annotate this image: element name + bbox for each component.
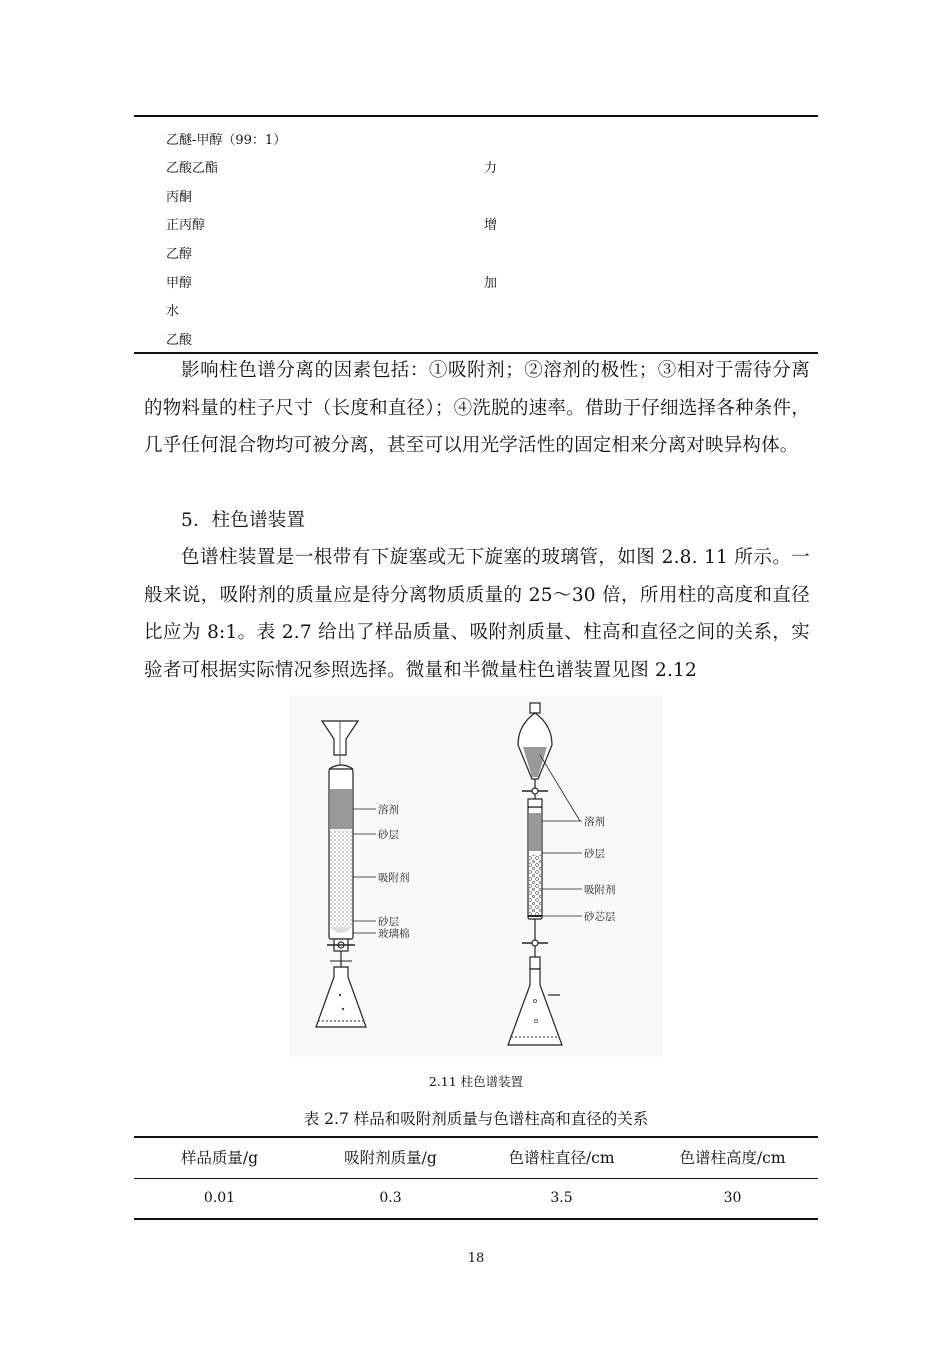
table-row xyxy=(134,243,818,263)
eluent-name: 水 xyxy=(166,304,180,319)
factors-paragraph: 影响柱色谱分离的因素包括：①吸附剂；②溶剂的极性；③相对于需待分离的物料量的柱子尺寸（长度和直径）；④洗脱的速率。借助于仔细选择各种条件，几乎任何混合物均可被分离，甚至可以用光学活性的固定相来分离对映异构体。 xyxy=(144,360,810,456)
table-title: 表 2.7 样品和吸附剂质量与色谱柱高和直径的关系 xyxy=(303,1110,649,1128)
eluent-table xyxy=(134,115,818,354)
eluent-name: 乙酸 xyxy=(166,333,193,348)
label-frit-layer: 砂芯层 xyxy=(584,911,616,923)
table-row xyxy=(134,186,818,206)
table-row xyxy=(134,214,818,234)
eluent-name: 乙酸乙酯 xyxy=(166,161,219,176)
header-column-diameter: 色谱柱直径/cm xyxy=(508,1149,615,1167)
apparatus-paragraph: 色谱柱装置是一根带有下旋塞或无下旋塞的玻璃管，如图 2.8. 11 所示。一般来说，吸附剂的质量应是待分离物质质量的 25～30 倍，所用柱的高度和直径比应为 8:1。表 2.7 给出了样品质量、吸附剂质量、柱高和直径之间的关系，实验者可根据实际情况参照选择。微量和半微量柱色谱装置见图 2.12 xyxy=(144,547,810,681)
table-row xyxy=(134,157,818,177)
header-column-height: 色谱柱高度/cm xyxy=(679,1149,786,1167)
cell-adsorbent-mass: 0.3 xyxy=(379,1190,402,1206)
table-row xyxy=(134,129,818,149)
label-sand-bottom-left: 砂层 xyxy=(378,916,399,928)
section-heading: 5．柱色谱装置 xyxy=(181,510,306,531)
eluent-name: 乙醚-甲醇（99：1） xyxy=(166,133,287,148)
mass-column-table xyxy=(134,1136,818,1220)
apparatus-illustration xyxy=(290,695,662,1057)
label-solvent-left: 溶剂 xyxy=(378,804,399,816)
eluent-name: 正丙醇 xyxy=(166,218,206,233)
cell-column-height: 30 xyxy=(723,1190,742,1206)
eluent-name: 丙酮 xyxy=(166,190,193,205)
right-apparatus xyxy=(508,703,582,1045)
label-sand-left: 砂层 xyxy=(378,829,399,841)
table-row xyxy=(134,300,818,320)
figure-caption: 2.11 柱色谱装置 xyxy=(428,1074,524,1089)
eluent-name: 乙醇 xyxy=(166,247,193,262)
label-adsorbent-left: 吸附剂 xyxy=(378,872,410,884)
header-adsorbent-mass: 吸附剂质量/g xyxy=(344,1149,437,1167)
page-number: 18 xyxy=(467,1251,485,1266)
cell-sample-mass: 0.01 xyxy=(203,1190,236,1206)
label-glass-wool: 玻璃棉 xyxy=(378,928,410,940)
eluent-trend: 力 xyxy=(484,161,498,176)
header-sample-mass: 样品质量/g xyxy=(180,1149,259,1167)
label-solvent-right: 溶剂 xyxy=(584,816,605,828)
eluent-trend: 加 xyxy=(484,276,498,291)
table-row xyxy=(134,329,818,349)
table-row xyxy=(134,272,818,292)
eluent-name: 甲醇 xyxy=(166,276,193,291)
cell-column-diameter: 3.5 xyxy=(550,1190,573,1206)
left-apparatus xyxy=(316,721,376,1027)
label-sand-right: 砂层 xyxy=(584,848,605,860)
label-adsorbent-right: 吸附剂 xyxy=(584,884,616,896)
table-row xyxy=(134,1179,818,1217)
column-chromatography-figure xyxy=(290,695,662,1057)
eluent-trend: 增 xyxy=(484,218,498,233)
table-header-row xyxy=(134,1138,818,1179)
